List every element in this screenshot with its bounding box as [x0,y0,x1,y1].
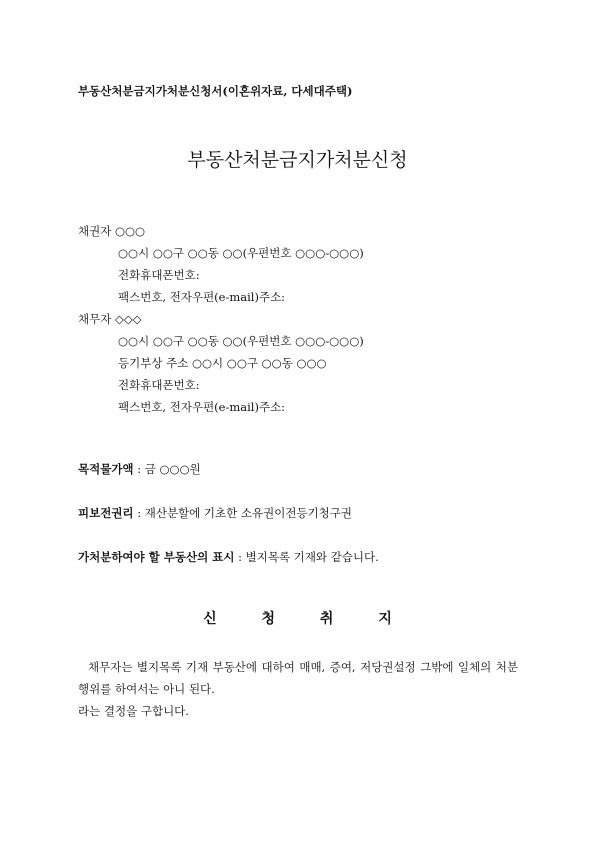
target-value-label: 목적물가액 [78,462,134,476]
secured-right-line [78,506,352,520]
creditor-phone-label: 전화휴대폰번호: [118,268,200,282]
purpose-text: 채무자는 별지목록 기재 부동산에 대하여 매매, 증여, 저당권설정 그밖에 일체의 처분행위를 하여서는 아니 된다. [78,660,518,696]
property-display-label: 가처분하여야 할 부동산의 표시 [78,550,235,564]
creditor-address: ○○시 ○○구 ○○동 ○○(우편번호 ○○○-○○○) [118,246,364,260]
target-value-line [78,462,201,476]
creditor-name: ○○○ [114,224,146,238]
debtor-label: 채무자 [78,312,112,326]
creditor-label: 채권자 [78,224,112,238]
secured-right-text: : 재산분할에 기초한 소유권이전등기청구권 [137,506,353,520]
debtor-line [78,312,142,326]
document-header: 부동산처분금지가처분신청서(이혼위자료, 다세대주택) [78,84,353,98]
property-display-line [78,550,379,564]
target-value-text: : 금 ○○○원 [137,462,201,476]
debtor-registry-address: 등기부상 주소 ○○시 ○○구 ○○동 ○○○ [118,356,327,370]
debtor-address: ○○시 ○○구 ○○동 ○○(우편번호 ○○○-○○○) [118,334,364,348]
property-display-text: : 별지목록 기재와 같습니다. [238,550,379,564]
debtor-phone-label: 전화휴대폰번호: [118,378,200,392]
purpose-closing: 라는 결정을 구합니다. [78,704,189,718]
debtor-name: ◇◇◇ [114,312,142,326]
debtor-fax-email-label: 팩스번호, 전자우편(e-mail)주소: [118,400,286,414]
document-title: 부동산처분금지가처분신청 [187,149,408,171]
creditor-line [78,224,145,238]
secured-right-label: 피보전권리 [78,506,134,520]
purpose-heading: 신 청 취 지 [203,611,412,627]
creditor-fax-email-label: 팩스번호, 전자우편(e-mail)주소: [118,290,286,304]
